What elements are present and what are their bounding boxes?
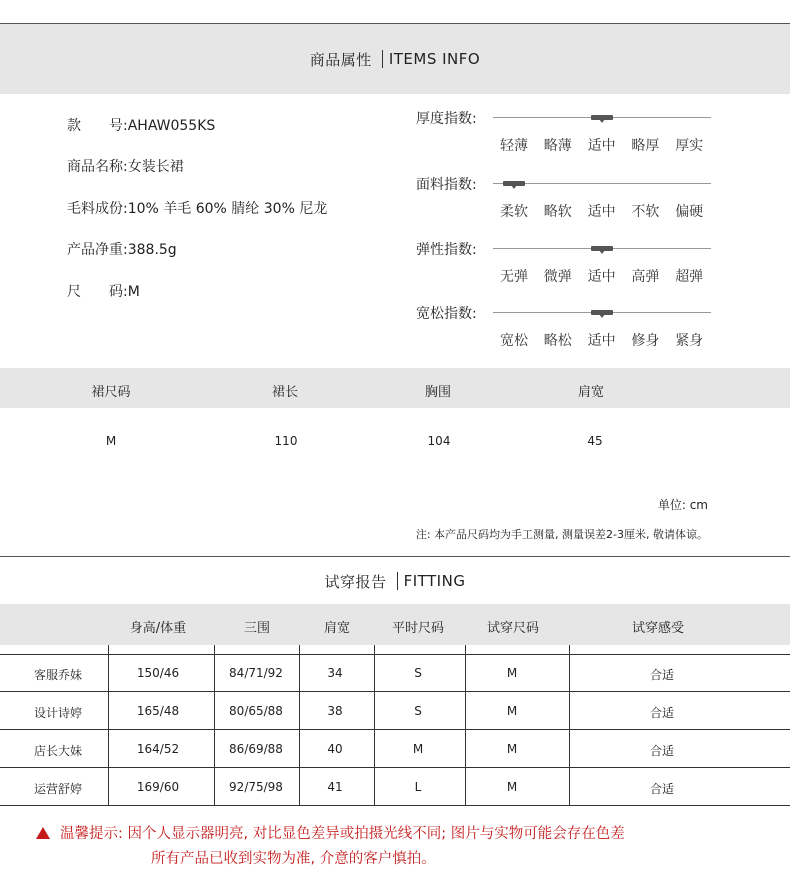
unit-label: 单位: cm <box>657 498 708 512</box>
title-separator <box>382 50 383 68</box>
attr-product-name <box>67 156 184 176</box>
attr-value: M <box>127 284 140 300</box>
index-option: 略薄 <box>543 138 572 154</box>
size-cell: M <box>105 434 117 448</box>
fitting-header-cell: 三围 <box>243 621 271 636</box>
attr-value: 女装长裙 <box>127 159 184 175</box>
index-options <box>500 266 719 286</box>
size-header-cell: 裙尺码 <box>91 385 131 400</box>
size-cell: 45 <box>587 434 603 448</box>
size-cell: 104 <box>427 434 451 448</box>
fitting-cell: 165/48 <box>136 704 180 718</box>
fitting-cell: 店长大妹 <box>33 744 83 758</box>
attr-label: 毛料成份: <box>67 201 128 217</box>
fitting-header-cell: 身高/体重 <box>129 621 187 636</box>
fitting-row-divider <box>0 654 790 655</box>
index-option: 轻薄 <box>500 138 528 154</box>
fitting-title-en: FITTING <box>403 572 466 590</box>
index-option: 略松 <box>543 333 572 349</box>
fitting-cell: 80/65/88 <box>229 704 283 718</box>
fitting-cell: 169/60 <box>136 780 180 794</box>
index-option: 适中 <box>587 138 616 154</box>
column-divider <box>214 645 215 805</box>
index-label: 弹性指数: <box>416 242 477 258</box>
fitting-divider <box>0 556 790 557</box>
fitting-header-cell: 平时尺码 <box>391 621 445 636</box>
index-option: 无弹 <box>500 269 528 285</box>
index-option: 厚实 <box>675 138 704 154</box>
fitting-cell: S <box>414 704 422 718</box>
size-header-cell: 胸围 <box>424 385 452 400</box>
attr-style-no <box>67 115 215 135</box>
fitting-row <box>0 692 790 730</box>
index-label: 面料指数: <box>416 177 477 193</box>
fitting-header-cell: 试穿感受 <box>631 621 685 636</box>
size-cell: 110 <box>274 434 298 448</box>
attr-value: AHAW055KS <box>127 118 216 134</box>
index-slider-marker <box>591 246 613 251</box>
fitting-row <box>0 654 790 692</box>
items-info-title-cn: 商品属性 <box>309 50 372 69</box>
column-divider <box>569 645 570 805</box>
items-info-title-en: ITEMS INFO <box>388 50 481 68</box>
index-slider-track <box>493 183 711 184</box>
measurement-note: 注: 本产品尺码均为手工测量, 测量误差2-3厘米, 敬请体谅。 <box>415 528 708 541</box>
fitting-cell: 合适 <box>649 782 675 796</box>
fitting-cell: M <box>506 742 518 756</box>
fitting-cell: L <box>414 780 422 794</box>
fitting-cell: 164/52 <box>136 742 180 756</box>
fitting-cell: 合适 <box>649 744 675 758</box>
fitting-cell: 合适 <box>649 668 675 682</box>
size-header-cell: 裙长 <box>271 385 299 400</box>
fitting-header-cell: 肩宽 <box>323 621 351 636</box>
fitting-cell: M <box>506 780 518 794</box>
fitting-cell: M <box>412 742 424 756</box>
fitting-cell: 38 <box>327 704 343 718</box>
index-option: 略厚 <box>631 138 660 154</box>
fitting-cell: 41 <box>327 780 343 794</box>
index-option: 修身 <box>631 333 660 349</box>
title-separator <box>397 572 398 590</box>
fitting-cell: 150/46 <box>136 666 180 680</box>
fitting-cell: 86/69/88 <box>229 742 283 756</box>
fitting-cell: 40 <box>327 742 343 756</box>
fitting-row <box>0 768 790 806</box>
fitting-cell: S <box>414 666 422 680</box>
fitting-cell: 84/71/92 <box>229 666 283 680</box>
index-option: 微弹 <box>543 269 572 285</box>
attr-label: 款 号: <box>67 118 128 134</box>
index-label: 厚度指数: <box>416 111 477 127</box>
fitting-cell: 设计诗婷 <box>33 706 83 720</box>
index-options <box>500 201 719 221</box>
index-option: 略软 <box>543 204 572 220</box>
fitting-title-cn: 试穿报告 <box>324 572 387 591</box>
index-options <box>500 330 719 350</box>
index-option: 偏硬 <box>675 204 704 220</box>
fitting-row <box>0 730 790 768</box>
index-option: 紧身 <box>675 333 704 349</box>
size-header-cell: 肩宽 <box>577 385 605 400</box>
column-divider <box>299 645 300 805</box>
index-option: 适中 <box>587 333 616 349</box>
column-divider <box>108 645 109 805</box>
attr-label: 商品名称: <box>67 159 128 175</box>
warning-line2: 所有产品已收到实物为准, 介意的客户慎拍。 <box>151 851 436 867</box>
fitting-cell: M <box>506 666 518 680</box>
fitting-cell: M <box>506 704 518 718</box>
index-label: 宽松指数: <box>416 306 477 322</box>
index-option: 适中 <box>587 269 616 285</box>
index-slider-marker <box>503 181 525 186</box>
items-info-header <box>0 24 790 94</box>
index-slider-marker <box>591 310 613 315</box>
attr-value: 10% 羊毛 60% 腈纶 30% 尼龙 <box>127 201 328 217</box>
index-options <box>500 135 719 155</box>
index-option: 不软 <box>631 204 660 220</box>
warning-notice <box>36 822 625 843</box>
index-option: 宽松 <box>500 333 528 349</box>
warning-line1: 温馨提示: 因个人显示器明亮, 对比显色差异或拍摄光线不同; 图片与实物可能会存在色差 <box>60 826 625 842</box>
fitting-cell: 运营舒婷 <box>33 782 83 796</box>
attr-label: 尺 码: <box>67 284 128 300</box>
column-divider <box>465 645 466 805</box>
index-slider-marker <box>591 115 613 120</box>
attr-size <box>67 281 140 301</box>
attr-value: 388.5g <box>127 242 177 258</box>
fitting-title <box>0 566 790 596</box>
index-option: 柔软 <box>500 204 528 220</box>
index-option: 适中 <box>587 204 616 220</box>
fitting-cell: 合适 <box>649 706 675 720</box>
fitting-cell: 92/75/98 <box>229 780 283 794</box>
column-divider <box>374 645 375 805</box>
fitting-header-cell: 试穿尺码 <box>486 621 540 636</box>
attr-weight <box>67 239 177 259</box>
warning-triangle-icon <box>36 827 50 839</box>
attr-material <box>67 198 327 218</box>
index-option: 超弹 <box>675 269 704 285</box>
fitting-cell: 客服乔妹 <box>33 668 83 682</box>
index-option: 高弹 <box>631 269 660 285</box>
attr-label: 产品净重: <box>67 242 128 258</box>
fitting-cell: 34 <box>327 666 343 680</box>
